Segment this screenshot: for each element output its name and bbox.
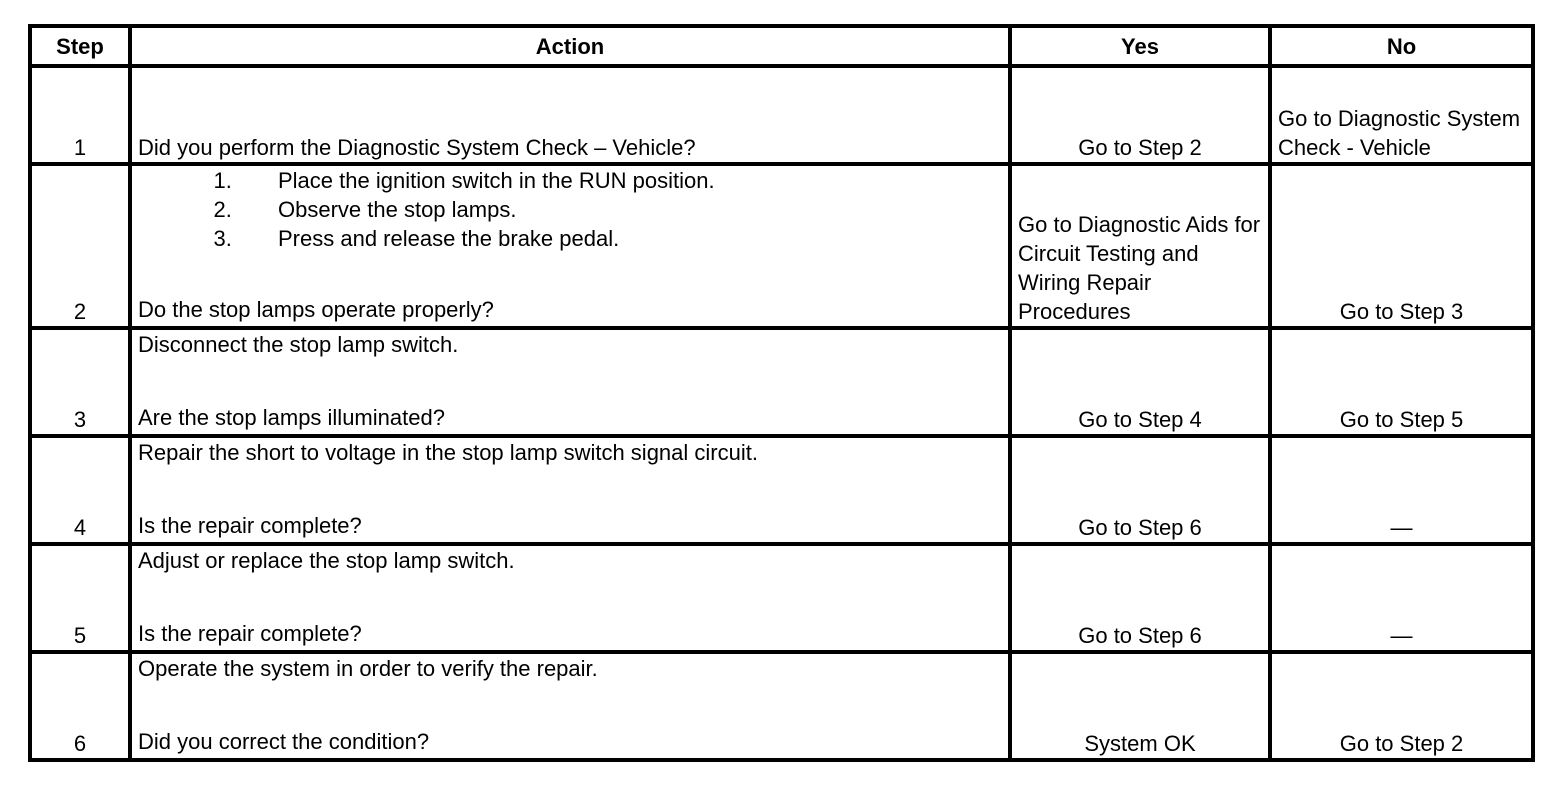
table-row	[30, 652, 1533, 760]
yes-cell: Go to Diagnostic Aids for Circuit Testing and Wiring Repair Procedures	[1010, 164, 1270, 328]
yes-cell: Go to Step 4	[1010, 328, 1270, 436]
header-action: Action	[130, 26, 1010, 66]
no-cell: Go to Step 2	[1270, 652, 1533, 760]
no-cell: Go to Step 5	[1270, 328, 1533, 436]
step-number: 1	[30, 66, 130, 164]
action-question: Is the repair complete?	[138, 621, 362, 646]
action-step-list	[138, 166, 1002, 253]
yes-cell: Go to Step 6	[1010, 436, 1270, 544]
action-text: Disconnect the stop lamp switch.	[138, 332, 459, 357]
table-row	[30, 164, 1533, 328]
no-cell: Go to Diagnostic System Check - Vehicle	[1270, 66, 1533, 164]
action-question: Do the stop lamps operate properly?	[138, 297, 494, 322]
header-no: No	[1270, 26, 1533, 66]
diagnostic-table	[28, 24, 1535, 762]
header-yes: Yes	[1010, 26, 1270, 66]
step-number: 6	[30, 652, 130, 760]
action-text: Did you perform the Diagnostic System Check – Vehicle?	[138, 135, 696, 160]
step-number: 2	[30, 164, 130, 328]
action-question: Did you correct the condition?	[138, 729, 430, 754]
yes-cell: Go to Step 2	[1010, 66, 1270, 164]
list-item: 1. Place the ignition switch in the RUN position.	[238, 166, 1002, 195]
action-cell	[130, 544, 1010, 652]
table-row	[30, 544, 1533, 652]
action-text: Repair the short to voltage in the stop lamp switch signal circuit.	[138, 440, 758, 465]
list-item: 2. Observe the stop lamps.	[238, 195, 1002, 224]
step-number: 4	[30, 436, 130, 544]
header-row	[30, 26, 1533, 66]
action-text: Operate the system in order to verify the repair.	[138, 656, 598, 681]
step-number: 5	[30, 544, 130, 652]
yes-cell: System OK	[1010, 652, 1270, 760]
table-row	[30, 66, 1533, 164]
action-text: Adjust or replace the stop lamp switch.	[138, 548, 515, 573]
list-item: 3. Press and release the brake pedal.	[238, 224, 1002, 253]
no-cell: —	[1270, 436, 1533, 544]
action-question: Are the stop lamps illuminated?	[138, 405, 445, 430]
step-number: 3	[30, 328, 130, 436]
action-question: Is the repair complete?	[138, 513, 362, 538]
table-row	[30, 328, 1533, 436]
yes-cell: Go to Step 6	[1010, 544, 1270, 652]
action-cell	[130, 66, 1010, 164]
action-cell	[130, 164, 1010, 328]
header-step: Step	[30, 26, 130, 66]
no-cell: —	[1270, 544, 1533, 652]
action-cell	[130, 652, 1010, 760]
action-cell	[130, 328, 1010, 436]
action-cell	[130, 436, 1010, 544]
no-cell: Go to Step 3	[1270, 164, 1533, 328]
table-row	[30, 436, 1533, 544]
